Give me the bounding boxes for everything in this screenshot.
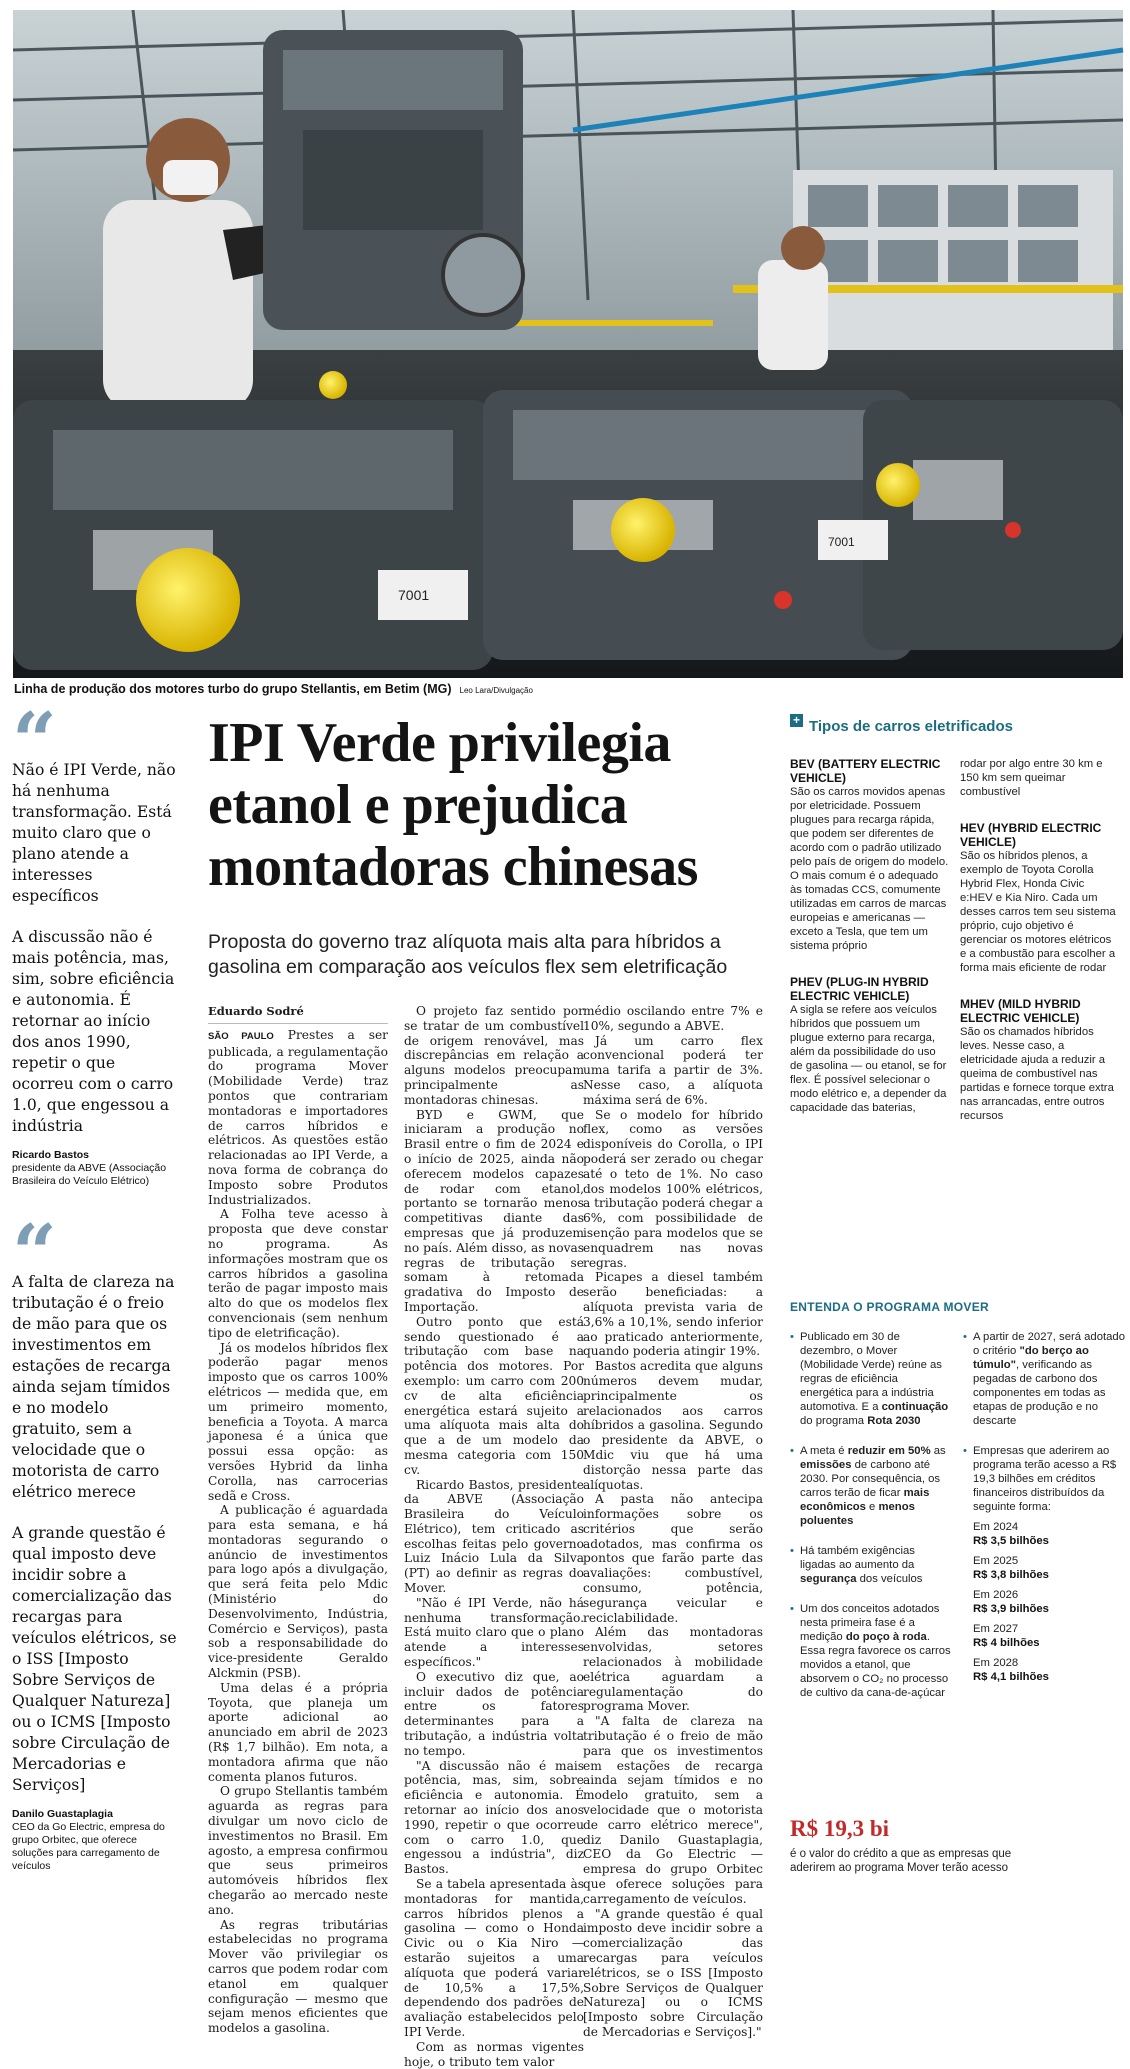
- quote-attribution: [12, 1149, 178, 1188]
- mover-fact: • A partir de 2027, será adotado o critério "do berço ao túmulo", verificando as pegadas de carbono dos componentes em todas as etapas de produção e no descarte: [963, 1330, 1125, 1428]
- pull-quote: A discussão não é mais potência, mas, sim, sobre eficiência e autonomia. É retornar ao início dos anos 1990, repetir o que ocorreu com o carro 1.0, que engessou a indústria: [12, 928, 175, 1135]
- article-paragraph: "A falta de clareza na tributação é o freio de mão para que os investimentos em estações de recarga ainda sejam tímidos e no modelo gratuito, sem a velocidade que o motorista de carro elétrico merece", diz Danilo Guastaplagia, CEO da Go Electric — empresa do grupo Orbitec que oferece soluções para carregamento de veículos.: [583, 1714, 763, 1906]
- mover-facts-left: [790, 1330, 952, 1716]
- article-paragraph: SÃO PAULO Prestes a ser publicada, a regulamentação do programa Mover (Mobilidade Verde) traz pontos que contrariam montadoras e importadores de carros híbridos e elétricos. As questões estão relacionadas ao IPI Verde, a nova forma de cobrança do Imposto sobre Produtos Industrializados.: [208, 1027, 389, 1207]
- article-paragraph: médio oscilando entre 7% e 10%, segundo a ABVE.: [583, 1004, 763, 1033]
- article-paragraph: "A grande questão é qual imposto deve incidir sobre a comercialização das recargas para veículos elétricos, se o ISS [Imposto Sobre Serviços de Qualquer Natureza] ou o ICMS [Imposto sobre Circulação de Mercadorias e Serviços].": [583, 1906, 763, 2039]
- highlight-value: R$ 19,3 bi: [790, 1816, 890, 1841]
- article-paragraph: Ricardo Bastos, presidente da ABVE (Associação Brasileira do Veículo Elétrico), tem criticado as escolhas feitas pelo governo Luiz Inácio Lula da Silva (PT) ao definir as regras do Mover.: [404, 1477, 584, 1596]
- pull-quotes-column: [12, 696, 178, 1873]
- mover-fact: • Há também exigências ligadas ao aumento da segurança dos veículos: [790, 1544, 952, 1586]
- credit-year: Em 2026 R$ 3,9 bilhões: [973, 1589, 1049, 1615]
- article-paragraph: O projeto faz sentido por se tratar de um combustível de origem renovável, mas discrepâncias em relação a alguns modelos preocupam principalmente as montadoras chinesas.: [404, 1004, 584, 1107]
- car-type-desc: São os híbridos plenos, a exemplo de Toyota Corolla Hybrid Flex, Honda Civic e:HEV e Kia Niro. Cada um desses carros tem seu sistema próprio, cujo objetivo é gerenciar os motores elétricos e a combustão para escolher a forma mais eficiente de rodar: [960, 850, 1116, 974]
- article-subtitle: Proposta do governo traz alíquota mais alta para híbridos a gasolina em comparação aos veículos flex sem eletrificação: [208, 931, 728, 978]
- factory-scene-illustration: [13, 10, 1123, 678]
- car-type-item: [960, 997, 1120, 1123]
- article-paragraph: Já os modelos híbridos flex poderão pagar menos imposto que os carros 100% elétricos — medida que, em um primeiro momento, beneficia a Toyota. A marca japonesa é a única que possui essa opção: as versões Hybrid da linha Corolla, nas carrocerias sedã e Cross.: [208, 1340, 388, 1503]
- mover-facts-right: [963, 1330, 1125, 1700]
- article-paragraph: A pasta não antecipa informações sobre os critérios que serão adotados, mas confirma os pontos que farão parte das avaliações: combustível, consumo, potência, segurança veicular e reciclabilidade.: [583, 1492, 763, 1625]
- article-paragraph: Já um carro flex convencional poderá ter uma tarifa a partir de 3%. Nesse caso, a alíquota máxima será de 6%.: [583, 1033, 763, 1107]
- car-type-desc: A sigla se refere aos veículos híbridos que possuem um plugue externo para recarga, além da possibilidade do uso de gasolina — ou etanol, se for flex. É possível selecionar o modo elétrico e, a depender da capacidade das baterias,: [790, 1004, 947, 1114]
- engine-tag-1: 7001: [398, 587, 430, 603]
- article-paragraph: "A discussão não é mais potência, mas, sim, sobre eficiência e autonomia. É retornar ao início dos anos 1990, repetir o que ocorreu com o carro 1.0, que engessou a indústria", diz Bastos.: [404, 1758, 584, 1877]
- car-type-desc: São os chamados híbridos leves. Nesse caso, a eletricidade ajuda a reduzir a queima de combustível nas partidas e fornece torque extra nas arrancadas, entre outros recursos: [960, 1026, 1114, 1122]
- attribution-role: CEO da Go Electric, empresa do grupo Orbitec, que oferece soluções para carregamento de veículos: [12, 1821, 165, 1872]
- article-headline: IPI Verde privilegia etanol e prejudica montadoras chinesas: [208, 712, 698, 898]
- pull-quote: A falta de clareza na tributação é o freio de mão para que os investimentos em estações de recarga ainda sejam tímidos e no modelo gratuito, sem a velocidade que o motorista de carro elétrico merece: [12, 1273, 175, 1501]
- article-column-3: [583, 1004, 763, 2040]
- pull-quote: A grande questão é qual imposto deve incidir sobre a comercialização das recargas para veículos elétricos, se o ISS [Imposto Sobre Serviços de Qualquer Natureza] ou o ICMS [Imposto sobre Circulação de Mercadorias e Serviços]: [12, 1524, 177, 1794]
- article-paragraph: BYD e GWM, que iniciaram a produção no Brasil entre o fim de 2024 e o início de 2025, ainda não oferecem modelos capazes de rodar com etanol, portanto se tornarão menos competitivas diante das empresas que já produzem no país. Além disso, as novas regras de tributação se somam à retomada gradativa do Imposto de Importação.: [404, 1107, 584, 1314]
- quote-mark-icon: “: [12, 696, 51, 787]
- car-type-name: PHEV (PLUG-IN HYBRID ELECTRIC VEHICLE): [790, 975, 929, 1003]
- attribution-name: Ricardo Bastos: [12, 1149, 90, 1161]
- car-types-right: [960, 757, 1120, 1145]
- article-paragraph: Além das montadoras envolvidas, setores relacionados à mobilidade elétrica aguardam a regulamentação do programa Mover.: [583, 1625, 763, 1714]
- sidebar-title: [790, 713, 1120, 735]
- highlight-description: é o valor do crédito a que as empresas que aderirem ao programa Mover terão acesso: [790, 1848, 1012, 1874]
- attribution-name: Danilo Guastaplagia: [12, 1808, 113, 1820]
- mover-fact: • Empresas que aderirem ao programa terão acesso a R$ 19,3 bilhões em créditos financeiros distribuídos da seguinte forma: Em 2024 R$ 3,5 bilhões Em 2025 R$ 3,8 bilhões Em 2026 R$ 3,9 bilhões Em 2027 R$ 4 bilhões Em 2028 R$ 4,1 bilhões: [963, 1444, 1125, 1684]
- engine-tag-2: 7001: [828, 535, 855, 549]
- pull-quote: Não é IPI Verde, não há nenhuma transformação. Está muito claro que o plano atende a interesses específicos: [12, 761, 176, 905]
- article-column-1: [208, 1004, 388, 2036]
- photo-credit: Leo Lara/Divulgação: [459, 686, 533, 695]
- caption-text: Linha de produção dos motores turbo do grupo Stellantis, em Betim (MG): [14, 682, 452, 696]
- engine-block-top: [263, 30, 523, 330]
- plus-icon: +: [790, 714, 803, 727]
- attribution-role: presidente da ABVE (Associação Brasileira do Veículo Elétrico): [12, 1162, 167, 1187]
- car-type-desc: São os carros movidos apenas por eletricidade. Possuem plugues para recarga rápida, que podem ser diferentes de acordo com o padrão utilizado pelo país de origem do modelo. O mais comum é o adequado às tomadas CCS, comumente utilizadas em carros de marcas europeias e americanas — exceto a Tesla, que tem um sistema próprio: [790, 786, 949, 952]
- photo-caption: [14, 682, 1114, 696]
- article-paragraph: Bastos acredita que alguns números devem mudar, principalmente os relacionados aos carros híbridos a gasolina. Segundo o presidente da ABVE, o Mdic viu que há uma distorção nessa parte das alíquotas.: [583, 1359, 763, 1492]
- quote-mark-icon: “: [12, 1208, 51, 1299]
- article-paragraph: A Folha teve acesso à proposta que deve constar no programa. As informações mostram que os carros híbridos a gasolina terão de pagar imposto mais alto do que os modelos flex convencionais (sem nenhum tipo de eletrificação).: [208, 1207, 388, 1340]
- article-column-2: [404, 1004, 584, 2069]
- article-paragraph: Se o modelo for híbrido flex, como as versões disponíveis do Corolla, o IPI poderá ser zerado ou chegar até o teto de 1%. No caso dos modelos 100% elétricos, a tributação poderá chegar a 6%, com possibilidade de isenção para modelos que se enquadrem nas novas regras.: [583, 1107, 763, 1270]
- mover-section-title: ENTENDA O PROGRAMA MOVER: [790, 1300, 989, 1314]
- car-type-item: [790, 975, 950, 1115]
- credit-year: Em 2025 R$ 3,8 bilhões: [973, 1555, 1049, 1581]
- article-paragraph: Picapes a diesel também serão beneficiadas: a alíquota prevista varia de 3,6% a 10,1%, sendo inferior ao praticado anteriormente, quando poderia atingir 19%.: [583, 1270, 763, 1359]
- car-type-continuation: rodar por algo entre 30 km e 150 km sem queimar combustível: [960, 758, 1103, 798]
- credit-year: Em 2024 R$ 3,5 bilhões: [973, 1521, 1049, 1547]
- sidebar-title-text: Tipos de carros eletrificados: [809, 718, 1013, 735]
- mover-fact: • Um dos conceitos adotados nesta primeira fase é a medição do poço à roda. Essa regra favorece os carros movidos a etanol, que absorvem o CO₂ no processo de cultivo da cana-de-açúcar: [790, 1602, 952, 1700]
- quote-attribution: [12, 1808, 178, 1873]
- article-paragraph: A publicação é aguardada para esta semana, e há montadoras segurando o anúncio de investimentos para logo após a divulgação, que será feita pelo Mdic (Ministério do Desenvolvimento, Indústria, Comércio e Serviços), pasta sob a responsabilidade do vice-presidente Geraldo Alckmin (PSB).: [208, 1503, 388, 1681]
- car-type-name: HEV (HYBRID ELECTRIC VEHICLE): [960, 821, 1102, 849]
- article-paragraph: Outro ponto que está sendo questionado é a tributação com base na potência dos motores. Por exemplo: um carro com 200 cv de alta eficiência energética estará sujeito a uma alíquota mais alta do que a de um modelo da mesma categoria com 150 cv.: [404, 1314, 584, 1477]
- article-paragraph: Se a tabela apresentada às montadoras for mantida, carros híbridos plenos a gasolina — como o Honda Civic ou o Kia Niro — estarão sujeitos a uma alíquota que poderá variar de 10,5% a 17,5%, dependendo dos padrões de avaliação estabelecidos pelo IPI Verde.: [404, 1877, 584, 2039]
- byline: Eduardo Sodré: [208, 1004, 388, 1024]
- article-paragraph: "Não é IPI Verde, não há nenhuma transformação. Está muito claro que o plano atende a interesses específicos.": [404, 1595, 584, 1670]
- dateline: SÃO PAULO: [208, 1030, 274, 1042]
- mover-fact: • Publicado em 30 de dezembro, o Mover (Mobilidade Verde) reúne as regras de eficiência energética para a indústria automotiva. E a continuação do programa Rota 2030: [790, 1330, 952, 1428]
- article-paragraph: Com as normas vigentes hoje, o tributo tem valor: [404, 2039, 584, 2069]
- electrified-cars-box: [790, 713, 1120, 1145]
- car-type-item: [790, 757, 950, 953]
- article-paragraph: As regras tributárias estabelecidas no programa Mover vão privilegiar os carros que podem rodar com etanol em qualquer configuração — mesmo que sejam menos eficientes que modelos a gasolina.: [208, 1917, 388, 2036]
- car-type-name: MHEV (MILD HYBRID ELECTRIC VEHICLE): [960, 997, 1081, 1025]
- engine-production-photo: [13, 10, 1123, 678]
- credit-year: Em 2028 R$ 4,1 bilhões: [973, 1657, 1049, 1683]
- article-paragraph: O executivo diz que, ao incluir dados de potência entre os fatores determinantes para a tributação, a indústria volta no tempo.: [404, 1669, 584, 1758]
- article-paragraph: O grupo Stellantis também aguarda as regras para divulgar um novo ciclo de investimentos no Brasil. Em agosto, a empresa confirmou que seus primeiros automóveis híbridos flex chegarão ao mercado neste ano.: [208, 1784, 388, 1917]
- credit-year: Em 2027 R$ 4 bilhões: [973, 1623, 1040, 1649]
- article-paragraph: Uma delas é a própria Toyota, que planeja um aporte adicional ao anunciado em abril de 2023 (R$ 1,7 bilhão). Em nota, a montadora afirma que não comenta planos futuros.: [208, 1680, 388, 1784]
- car-type-name: BEV (BATTERY ELECTRIC VEHICLE): [790, 757, 941, 785]
- car-type-item: [960, 821, 1120, 975]
- engine-row: [13, 371, 1123, 670]
- car-types-left: [790, 757, 950, 1145]
- mover-fact: • A meta é reduzir em 50% as emissões de carbono até 2030. Por consequência, os carros terão de ficar mais econômicos e menos poluentes: [790, 1444, 952, 1528]
